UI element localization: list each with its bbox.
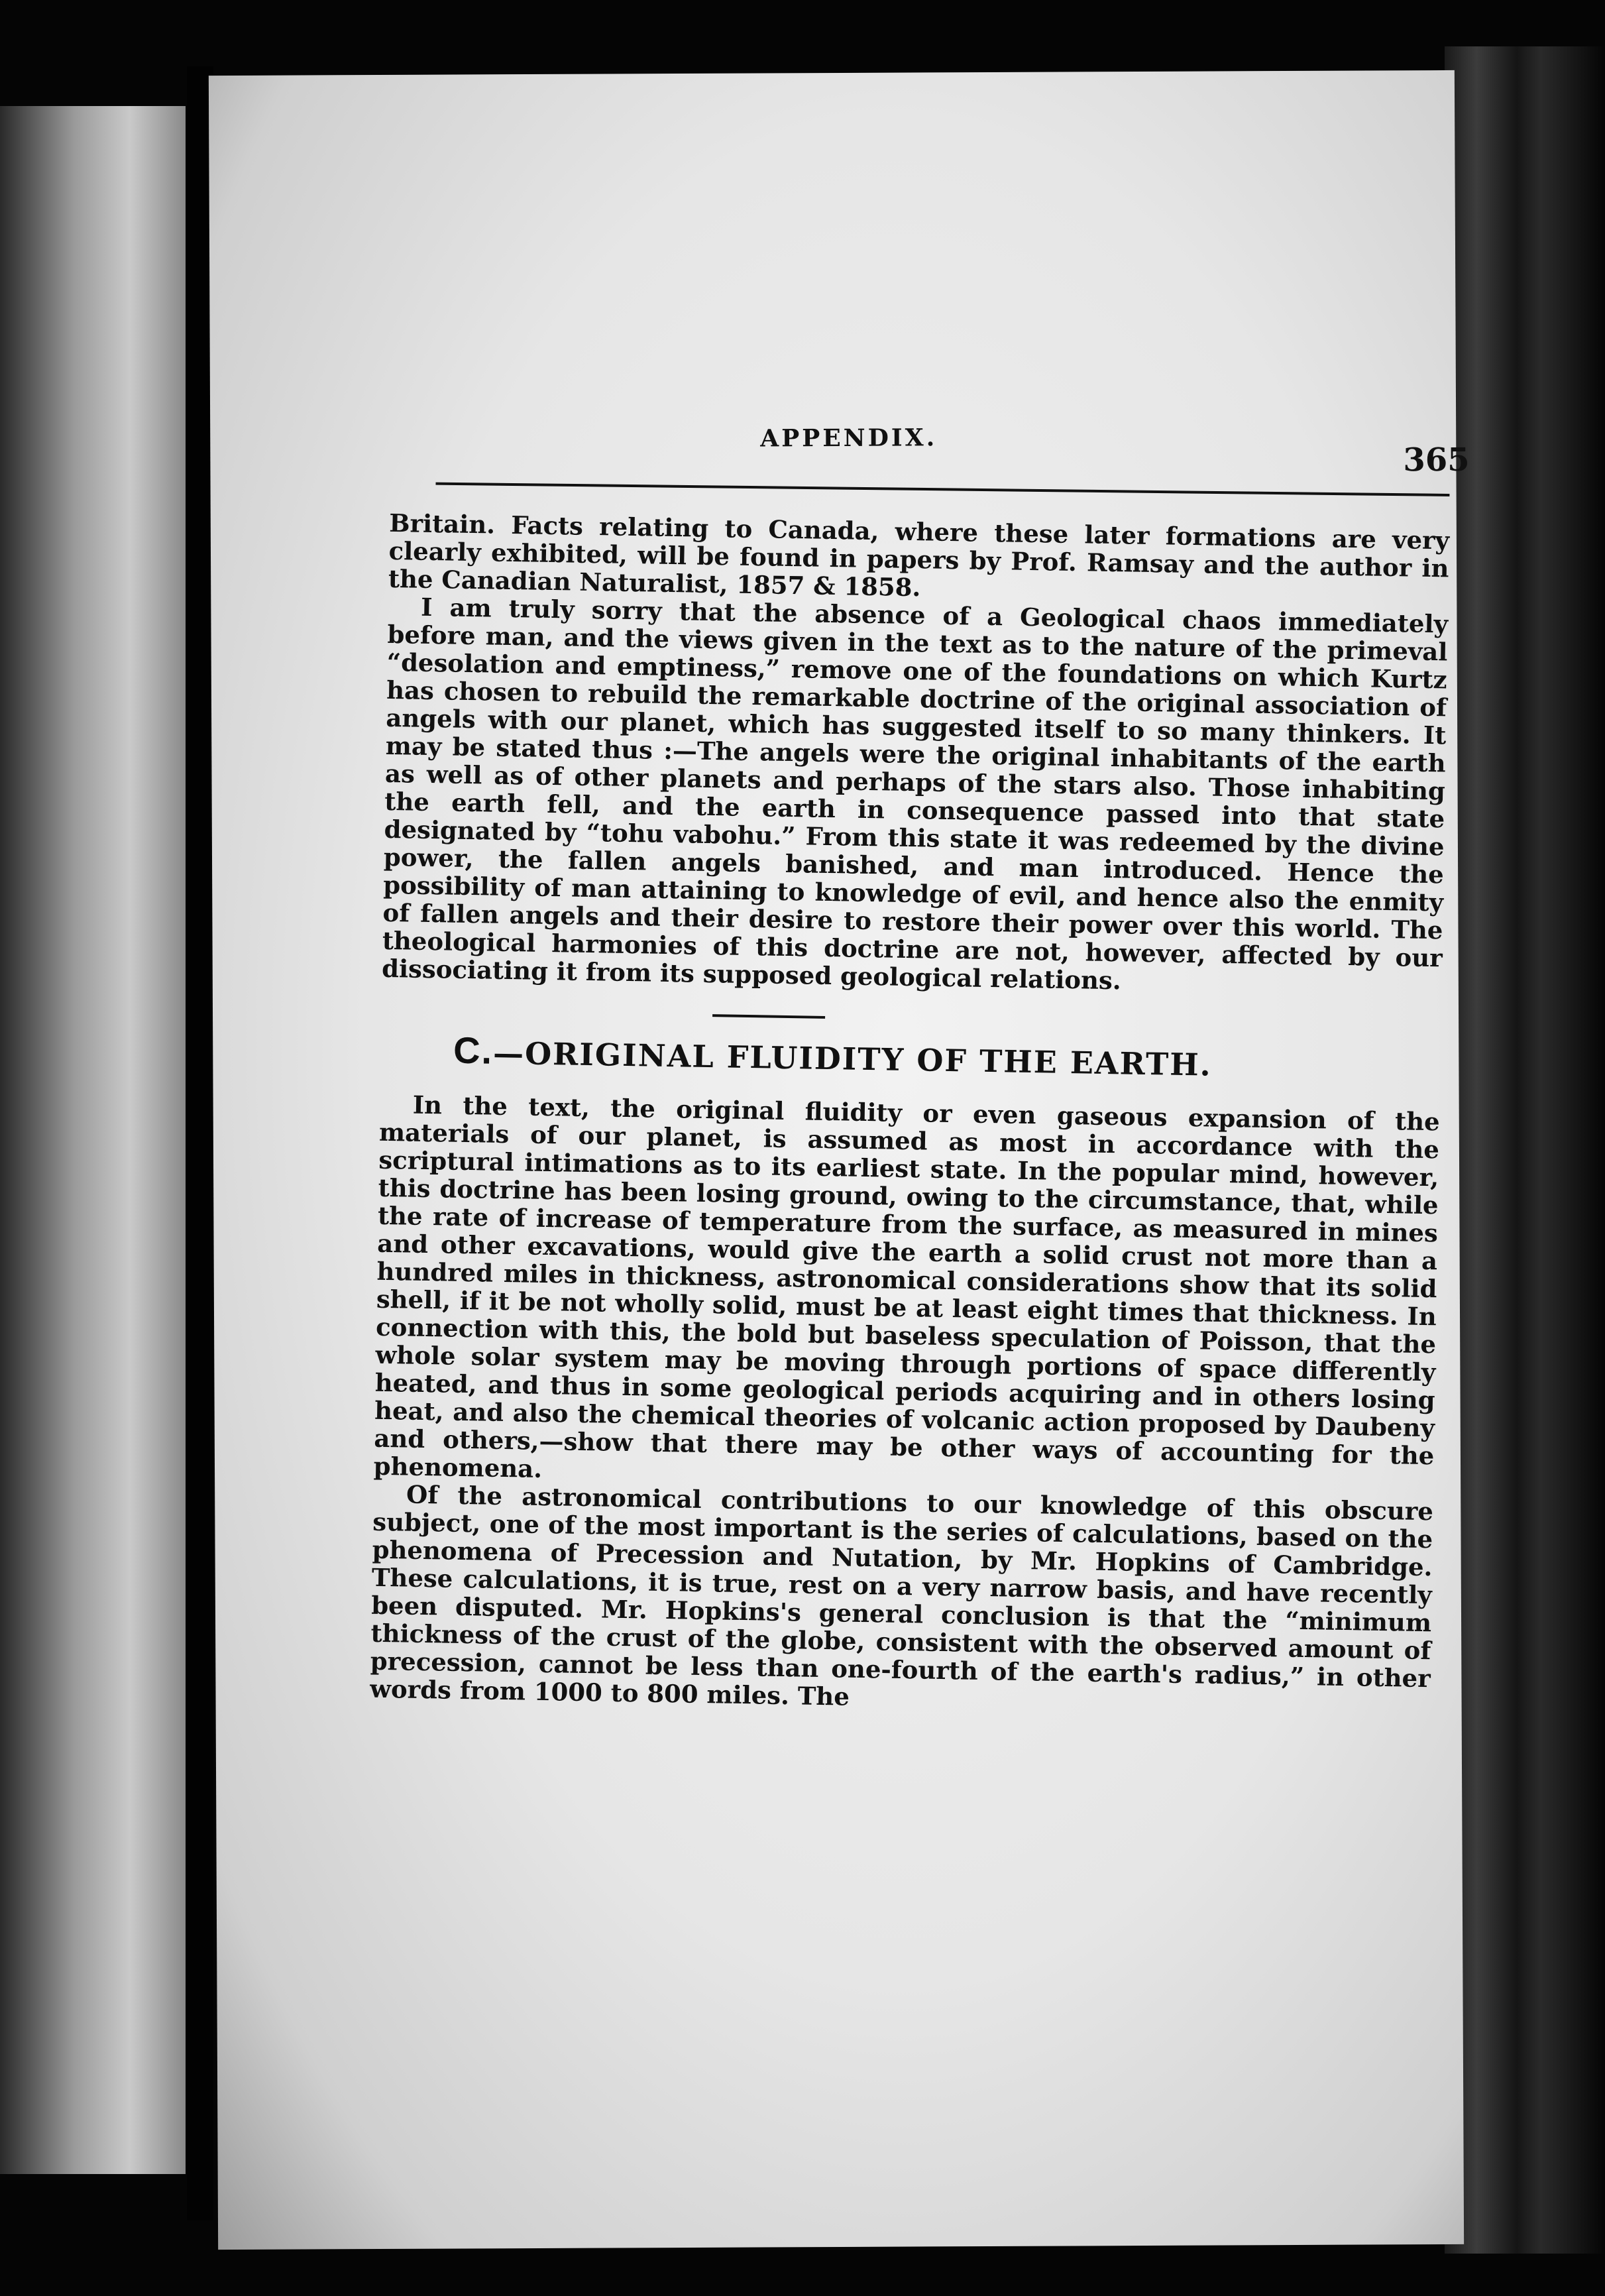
running-head: APPENDIX. bbox=[760, 424, 938, 453]
section-divider bbox=[712, 1014, 825, 1019]
section-letter: C. bbox=[453, 1029, 494, 1072]
page-body bbox=[370, 509, 1450, 1720]
facing-page-edge bbox=[0, 106, 186, 2174]
header-rule bbox=[435, 483, 1449, 496]
book-page bbox=[209, 70, 1470, 2250]
page-content bbox=[369, 349, 1470, 1711]
page-number: 365 bbox=[1403, 441, 1470, 479]
paragraph-britain: Britain. Facts relating to Canada, where these later formations are very clearly exhibited, will be found in papers by Prof. Ramsay and the author in the Canadian Naturalist, 1857 & 1858. bbox=[388, 508, 1450, 603]
section-heading bbox=[453, 1029, 1441, 1088]
paragraph-fluidity: In the text, the original fluidity or even gaseous expansion of the materials of our planet, is assumed as most in accordance with the scriptural intimations as to its earliest state. In the popular mind, however, this doctrine has been losing ground, owing to the circumstance, that, while the rate of increase of temperature from the surface, as measured in mines and other excavations, would give the earth a solid crust not more than a hundred miles in thickness, astronomical considerations show that its solid shell, if it be not wholly solid, must be at least eight times that thickness. In connection with this, the bold but baseless speculation of Poisson, that the whole solar system may be moving through portions of space differently heated, and thus in some geological periods acquiring and in others losing heat, and also the chemical theories of volcanic action proposed by Daubeny and others,—show that there may be other ways of accounting for the phenomena. bbox=[373, 1090, 1440, 1483]
paragraph-angels: I am truly sorry that the absence of a Geological chaos immediately before man, and the views given in the text as to the nature of the primeval “desolation and emptiness,” remove one of the foundations on which Kurtz has chosen to rebuild the remarkable doctrine of the original association of angels with our planet, which has suggested itself to so many thinkers. It may be stated thus :—The angels were the original inhabitants of the earth as well as of other planets and perhaps of the stars also. Those inhabiting the earth fell, and the earth in consequence passed into that state designated by “tohu vabohu.” From this state it was redeemed by the divine power, the fallen angels banished, and man introduced. Hence the possibility of man attaining to knowledge of evil, and hence also the enmity of fallen angels and their desire to restore their power over this world. The theological harmonies of this doctrine are not, however, affected by our dissociating it from its supposed geological relations. bbox=[381, 592, 1449, 996]
section-title: —ORIGINAL FLUIDITY OF THE EARTH. bbox=[492, 1035, 1213, 1083]
paragraph-astronomical: Of the astronomical contributions to our knowledge of this obscure subject, one of the most important is the series of calculations, based on the phenomena of Precession and Nutation, by Mr. Hopkins of Cambridge. These calculations, it is true, rest on a very narrow basis, and have recently been disputed. Mr. Hopkins's general conclusion is that the “minimum thickness of the crust of the globe, consistent with the observed amount of precession, cannot be less than one-fourth of the earth's radius,” in other words from 1000 to 800 miles. The bbox=[369, 1479, 1434, 1711]
page-header bbox=[389, 349, 1470, 479]
page-block-edge bbox=[1445, 46, 1605, 2254]
